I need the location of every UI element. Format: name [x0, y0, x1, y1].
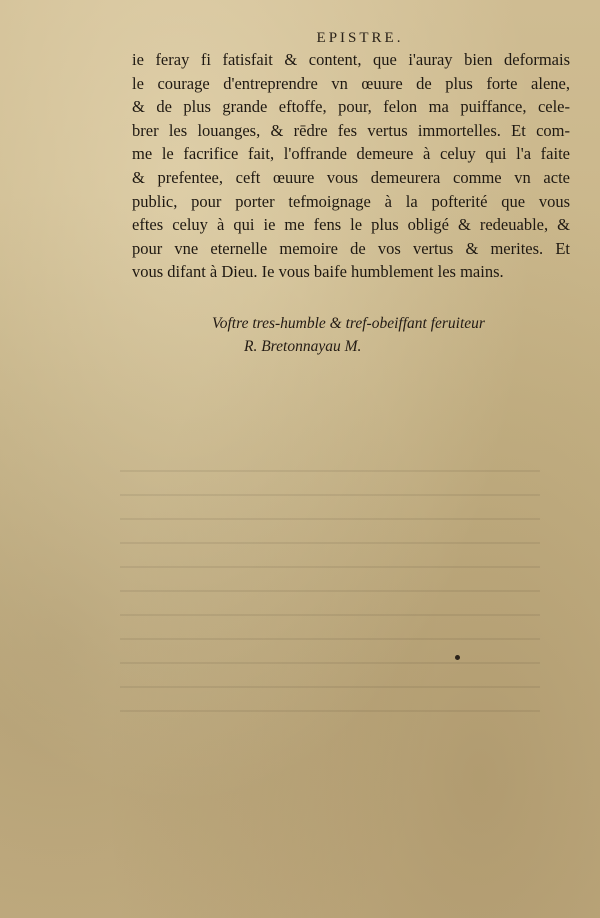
text-line: me le facrifice fait, l'offrande demeure à celuy qui l'a faite — [132, 144, 570, 164]
running-header — [0, 30, 600, 47]
signature-name: R. Bretonnayau M. — [244, 338, 362, 355]
text-line: & de plus grande eftoffe, pour, felon ma puiffance, cele- — [132, 97, 570, 117]
signature-closing: Voftre tres-humble & tref-obeiffant feruiteur — [212, 315, 485, 332]
text-line: brer les louanges, & rēdre fes vertus immortelles. Et com- — [132, 120, 570, 140]
text-line: pour vne eternelle memoire de vos vertus & merites. Et — [132, 238, 570, 258]
text-line: vous difant à Dieu. Ie vous baife humblement les mains. — [132, 262, 504, 282]
text-line: le courage d'entreprendre vn œuure de plus forte alene, — [132, 73, 570, 93]
running-title: EPISTRE. — [316, 30, 404, 46]
epistle-body — [132, 48, 570, 284]
text-line: & prefentee, ceft œuure vous demeurera comme vn acte — [132, 167, 570, 187]
ink-spot — [455, 655, 460, 660]
text-line: public, pour porter tefmoignage à la pofterité que vous — [132, 191, 570, 211]
show-through-bleed — [120, 470, 540, 730]
text-line: eftes celuy à qui ie me fens le plus obligé & redeuable, & — [132, 215, 570, 235]
text-line: ie feray fi fatisfait & content, que i'auray bien deformais — [132, 50, 570, 69]
